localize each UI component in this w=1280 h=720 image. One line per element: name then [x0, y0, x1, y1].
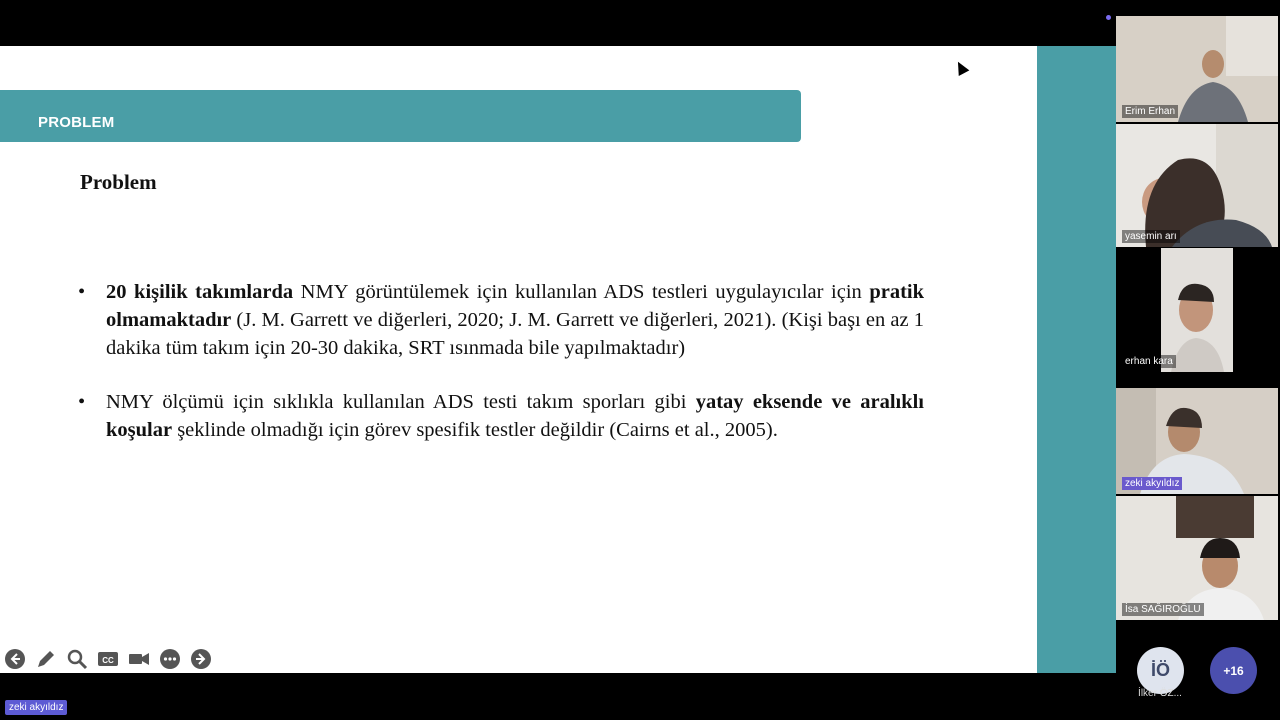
participant-tile[interactable]: [1116, 496, 1278, 620]
participant-video: [1116, 248, 1278, 372]
participant-name: yasemin arı: [1122, 230, 1180, 243]
participant-video: [1116, 124, 1278, 247]
bullet-text: NMY ölçümü için sıklıkla kullanılan ADS testi takım sporları gibi: [106, 391, 696, 413]
slide-right-accent-band: [1037, 46, 1116, 673]
slide-header-bar: [0, 90, 801, 142]
bullet-item: [78, 388, 924, 444]
svg-text:CC: CC: [102, 656, 114, 665]
bullet-bold-text: yatay eksende ve aralıklı koşular: [106, 391, 925, 441]
slide-controls: [4, 648, 212, 670]
slide-bullet-list: [78, 278, 924, 470]
participant-video: [1116, 496, 1278, 620]
bullet-dot-icon: •: [78, 391, 86, 413]
pen-icon: [35, 648, 57, 670]
next-slide-button[interactable]: [190, 648, 212, 670]
bullet-text: (J. M. Garrett ve diğerleri, 2020; J. M. Garrett ve diğerleri, 2021). (Kişi başı en az 1 dakika tüm takım için 20-30 dakika, SRT ısınmada bile yapılmaktadır): [106, 309, 924, 359]
participant-avatar-name: İlker ÖZ...: [1138, 688, 1182, 699]
participant-name: zeki akyıldız: [1122, 477, 1182, 490]
next-icon: [190, 648, 212, 670]
more-icon: [159, 648, 181, 670]
participant-name: İsa SAĞIROĞLU: [1122, 603, 1204, 616]
slide-header-label: PROBLEM: [38, 114, 115, 131]
more-participants-button[interactable]: +16: [1210, 647, 1257, 694]
bullet-dot-icon: •: [78, 281, 86, 303]
active-speaker-tag: zeki akyıldız: [5, 700, 67, 715]
zoom-icon: [66, 648, 88, 670]
camera-icon: [128, 648, 150, 670]
bullet-item: [78, 278, 924, 362]
participant-name: Erim Erhan: [1122, 105, 1178, 118]
mouse-cursor-icon: [953, 59, 970, 76]
captions-icon: [97, 648, 119, 670]
more-options-button[interactable]: [159, 648, 181, 670]
participant-tile[interactable]: [1116, 124, 1278, 247]
participant-name: erhan kara: [1122, 355, 1176, 368]
zoom-button[interactable]: [66, 648, 88, 670]
bullet-text: NMY görüntülemek için kullanılan ADS testleri uygulayıcılar için: [293, 281, 870, 303]
bullet-bold-text: pratik olmamaktadır: [106, 281, 925, 331]
participant-avatar[interactable]: İÖ: [1137, 647, 1184, 694]
pen-tool-button[interactable]: [35, 648, 57, 670]
slide-title: Problem: [80, 170, 157, 194]
presentation-slide: [0, 46, 1037, 673]
previous-slide-button[interactable]: [4, 648, 26, 670]
recording-indicator-dot: [1106, 15, 1111, 20]
participant-tile[interactable]: [1116, 248, 1278, 372]
bullet-bold-text: 20 kişilik takımlarda: [106, 281, 294, 303]
previous-icon: [4, 648, 26, 670]
camera-button[interactable]: [128, 648, 150, 670]
captions-button[interactable]: [97, 648, 119, 670]
participant-tile[interactable]: [1116, 388, 1278, 494]
participant-tile[interactable]: [1116, 16, 1278, 122]
bullet-text: şeklinde olmadığı için görev spesifik testler değildir (Cairns et al., 2005).: [172, 419, 778, 441]
